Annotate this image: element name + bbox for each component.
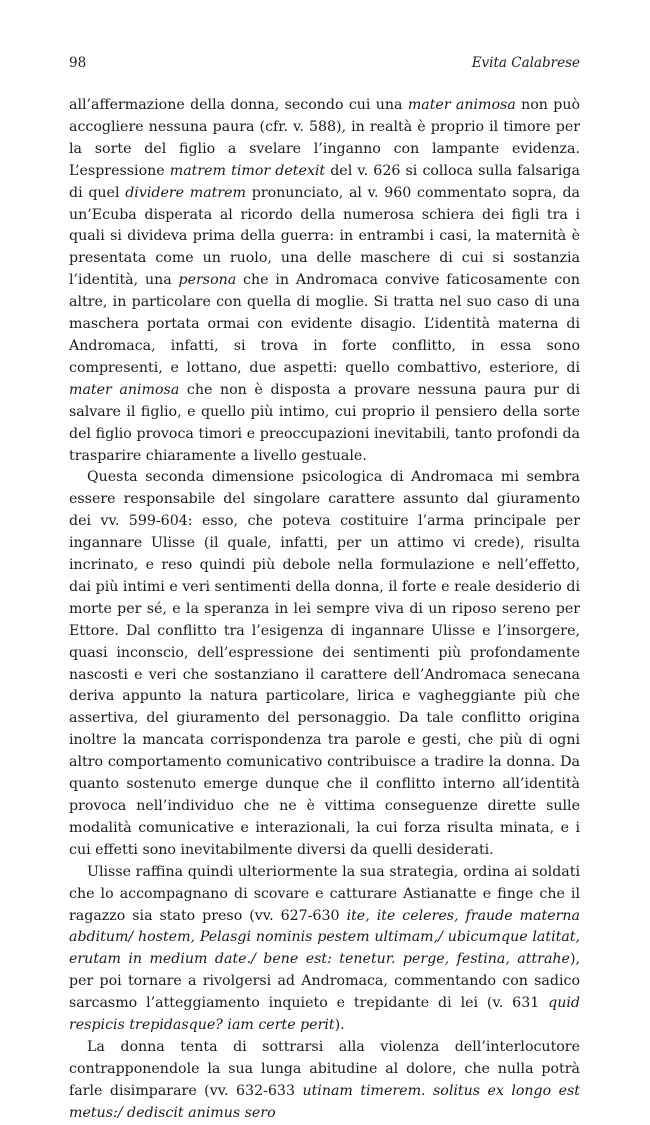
book-page bbox=[69, 54, 580, 1125]
text-run: ), per poi tornare a rivolgersi ad Andromaca, commentando con sadico sarcasmo l’atteggiamento inquieto e trepidante di lei (v. 631 bbox=[69, 951, 580, 1012]
text-run: pronunciato, al v. 960 commentato sopra, da un’Ecuba disperata al ricordo della numerosa schiera dei figli tra i quali si divideva prima della guerra: in entrambi i casi, la maternità è presentata come un ruolo, una delle maschere di cui si sostanzia l’identità, una bbox=[69, 184, 580, 289]
page-number: 98 bbox=[69, 55, 87, 71]
text-run: del v. 626 si colloca sulla falsariga di quel bbox=[69, 162, 580, 201]
italic-run: persona bbox=[178, 272, 237, 289]
body-text bbox=[69, 95, 580, 1125]
paragraph bbox=[69, 95, 580, 467]
text-run: Ulisse raffina quindi ulteriormente la sua strategia, ordina ai soldati che lo accompagnano di scovare e catturare Astianatte e finge che il ragazzo sia stato preso (vv. 627-630 bbox=[69, 863, 580, 924]
text-run: non può accogliere nessuna paura (cfr. v. 588), in realtà è proprio il timore per la sorte del figlio a svelare l’inganno con lampante evidenza. L’espressione bbox=[69, 97, 581, 179]
italic-run: ite, ite celeres, fraude materna abditum/ hostem, Pelasgi nominis pestem ultimam,/ ubicumque latitat, erutam in medium date./ bene est: tenetur. perge, festina, attrahe bbox=[69, 907, 581, 968]
running-header bbox=[69, 54, 580, 72]
italic-run: utinam timerem. solitus ex longo est metus:/ dediscit animus sero bbox=[69, 1082, 580, 1121]
italic-run: mater animosa bbox=[407, 97, 516, 113]
running-title: Evita Calabrese bbox=[471, 55, 580, 71]
paragraph bbox=[69, 467, 580, 861]
text-run: che non è disposta a provare nessuna paura pur di salvare il figlio, e quello più intimo, cui proprio il pensiero della sorte del figlio provoca timori e preoccupazioni inevitabili, tanto profondi da trasparire chiaramente a livello gestuale. bbox=[69, 381, 580, 464]
italic-run: quid respicis trepidasque? iam certe perit bbox=[69, 995, 580, 1034]
italic-run: dividere matrem bbox=[125, 184, 247, 201]
text-run: che in Andromaca convive faticosamente con altre, in particolare con quella di moglie. Si tratta nel suo caso di una maschera portata ormai con evidente disagio. L’identità materna di Andromaca, infatti, si trova in forte conflitto, in essa sono compresenti, e lottano, due aspetti: quello combattivo, esteriore, di bbox=[69, 272, 580, 376]
text-run: Questa seconda dimensione psicologica di Andromaca mi sembra essere responsabile del singolare carattere assunto dal giuramento dei vv. 599-604: esso, che poteva costituire l’arma principale per ingannare Ulisse (il quale, infatti, per un attimo vi crede), risulta incrinato, e reso quindi più debole nella formulazione e nell’effetto, dai più intimi e veri sentimenti della donna, il forte e reale desiderio di morte per sé, e la speranza in lei sempre viva di un riposo sereno per Ettore. Dal conflitto tra l’esigenza di ingannare Ulisse e l’insorgere, quasi inconscio, dell’espressione dei sentimenti più profondamente nascosti e veri che sostanziano il carattere dell’Andromaca senecana deriva appunto la natura particolare, lirica e vagheggiante più che assertiva, del giuramento del personaggio. Da tale conflitto origina inoltre la mancata corrispondenza tra parole e gesti, che più di ogni altro comportamento comunicativo contribuisce a tradire la donna. Da quanto sostenuto emerge dunque che il conflitto interno all’identità provoca nell’individuo che ne è vittima conseguenze dirette sulle modalità comunicative e interazionali, la cui forza risulta minata, e i cui effetti sono inevitabilmente diversi da quelli desiderati. bbox=[69, 469, 580, 858]
paragraph bbox=[69, 1037, 580, 1125]
italic-run: matrem timor detexit bbox=[169, 162, 326, 179]
text-run: La donna tenta di sottrarsi alla violenza dell’interlocutore contrapponendole la sua lunga abitudine al dolore, che nulla potrà farle disimparare (vv. 632-633 bbox=[69, 1038, 580, 1099]
text-run: ). bbox=[334, 1017, 345, 1034]
italic-run: mater animosa bbox=[69, 381, 180, 398]
paragraph bbox=[69, 862, 580, 1037]
text-run: all’affermazione della donna, secondo cui una bbox=[69, 97, 408, 113]
